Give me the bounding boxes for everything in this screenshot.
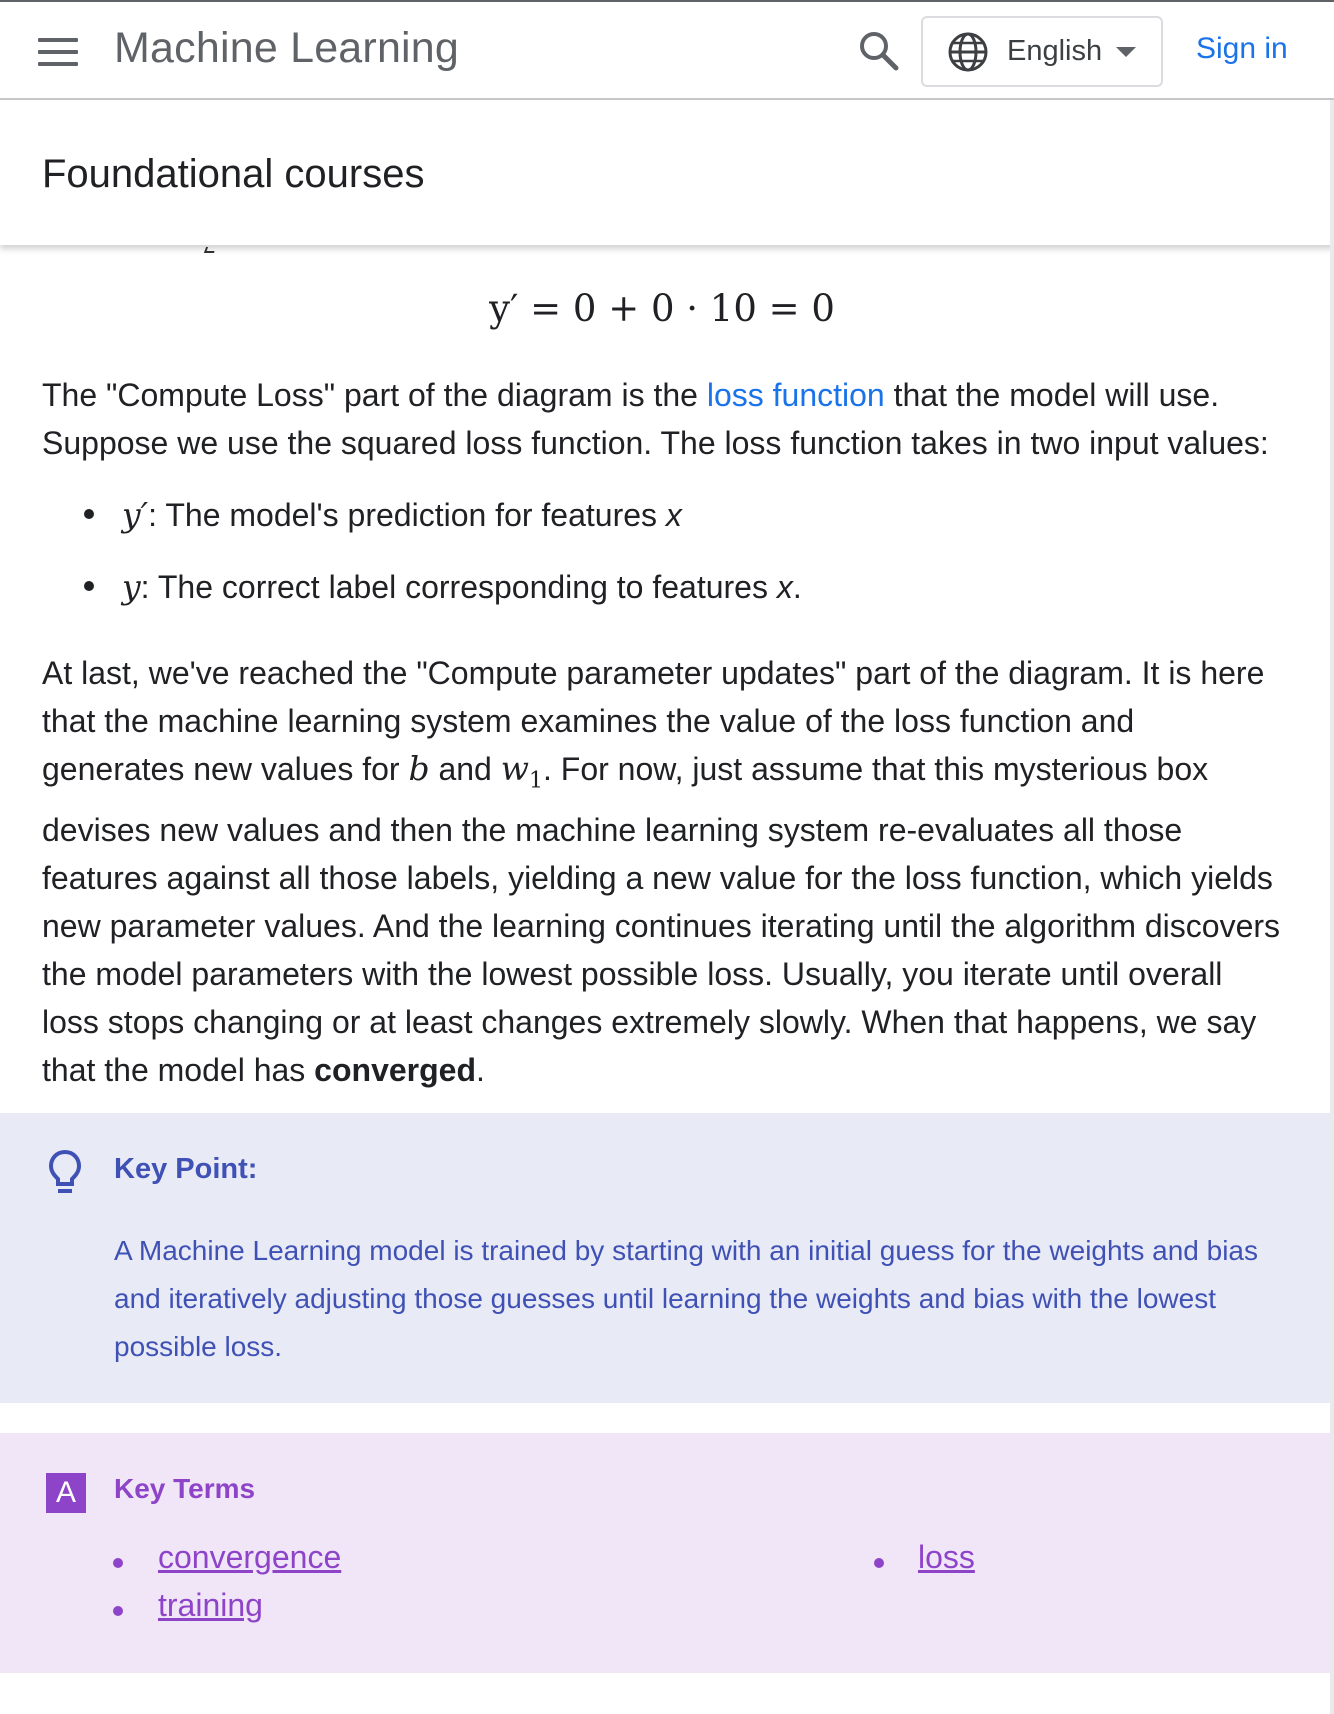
sign-in-link[interactable]: Sign in <box>1196 32 1288 65</box>
paragraph-text: . For now, just assume that this mysterious box devises new values and then the machine learning system re-evaluates all those features against all those labels, yielding a new value for the loss function, which yields new parameter values. And the learning continues iterating until the algorithm discovers the model parameters with the lowest possible loss. Usually, you iterate until overall loss stops changing or at least changes extremely slowly. When that happens, we say that the model has <box>42 751 1281 1088</box>
math-variable: y <box>122 567 141 606</box>
bullet-dot <box>113 1606 123 1616</box>
language-label: English <box>1007 35 1103 67</box>
math-variable-b: b <box>408 749 430 788</box>
key-point-callout <box>0 1113 1330 1403</box>
math-subscript: 1 <box>528 768 543 794</box>
list-item-text: : The model's prediction for features <box>148 497 666 533</box>
section-header <box>0 100 1334 245</box>
menu-icon[interactable] <box>38 38 78 66</box>
paragraph-text: and <box>429 751 501 787</box>
term-link-convergence[interactable]: convergence <box>158 1539 342 1575</box>
variable-x: x <box>776 569 793 605</box>
scrollbar-track[interactable] <box>1330 100 1334 1714</box>
key-point-text: A Machine Learning model is trained by starting with an initial guess for the weights and bias and iteratively adjusting those guesses until learning the weights and bias with the lowest possible loss. <box>114 1235 1258 1362</box>
bullet-dot <box>113 1558 123 1568</box>
term-link-training[interactable]: training <box>158 1587 263 1623</box>
lightbulb-icon <box>48 1149 82 1197</box>
math-variable-w <box>500 749 543 794</box>
bullet-dot <box>84 581 94 591</box>
list-item-text: : The correct label corresponding to features <box>140 569 777 605</box>
bullet-dot <box>874 1558 884 1568</box>
paragraph-compute-loss <box>42 371 1282 467</box>
paragraph-text: At last, we've reached the "Compute parameter updates" part of the diagram. It is here that the machine learning system examines the value of the loss function and generates new values for <box>42 655 1265 787</box>
math-w: w <box>500 749 529 788</box>
paragraph-parameter-updates <box>42 649 1282 1094</box>
punctuation: . <box>792 569 802 605</box>
bullet-dot <box>84 509 94 519</box>
math-variable: y′ <box>122 495 149 534</box>
loss-function-link[interactable]: loss function <box>706 377 885 413</box>
page-title[interactable]: Foundational courses <box>42 152 425 196</box>
language-selector[interactable] <box>921 16 1163 87</box>
list-item <box>122 495 682 534</box>
key-terms-title: Key Terms <box>114 1473 256 1504</box>
term-link-loss[interactable]: loss <box>918 1539 975 1575</box>
paragraph-text: that the model will use. Suppose we use the squared loss function. The loss function takes in two input values: <box>42 377 1269 461</box>
variable-x: x <box>665 497 682 533</box>
key-point-title: Key Point: <box>114 1153 258 1185</box>
list-item <box>122 567 802 606</box>
paragraph-text: The "Compute Loss" part of the diagram is the <box>42 377 707 413</box>
site-title[interactable]: Machine Learning <box>114 24 460 72</box>
top-app-bar <box>0 0 1334 100</box>
search-icon[interactable] <box>856 28 902 74</box>
bold-term: converged <box>314 1051 476 1088</box>
clipped-text-fragment <box>204 247 216 253</box>
key-terms-callout <box>0 1433 1330 1673</box>
punctuation: . <box>476 1051 485 1088</box>
equation: y′ = 0 + 0 · 10 = 0 <box>489 287 835 330</box>
globe-icon <box>947 31 989 73</box>
chevron-down-icon <box>1116 47 1136 57</box>
key-terms-icon: A <box>46 1473 86 1513</box>
